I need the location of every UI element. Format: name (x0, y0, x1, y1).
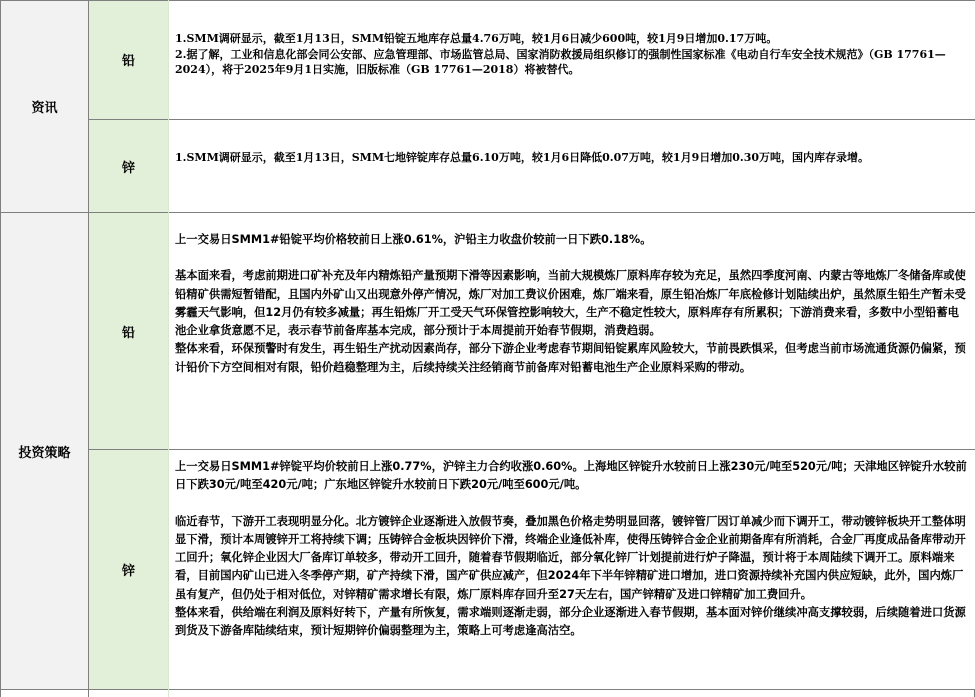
section-divider (1, 689, 975, 690)
metal-label-text: 铅 (121, 325, 135, 341)
strategy-zinc-summary: 上一交易日SMM1#锌锭平均价较前日上涨0.77%，沪锌主力合约收涨0.60%。上海地区锌锭升水较前日上涨230元/吨至520元/吨；天津地区锌锭升水较前日下跌30元/吨至420元/吨；广东地区锌锭升水较前日下跌20元/吨至600元/吨。 (175, 460, 967, 492)
strategy-lead-content (169, 213, 975, 449)
column-divider (88, 0, 89, 697)
metal-label-zinc-strategy (88, 450, 169, 689)
metal-label-zinc-news (88, 120, 169, 212)
section-label-news (1, 0, 88, 212)
news-zinc-content (169, 120, 975, 212)
row-divider (88, 119, 975, 120)
table-border-top (1, 0, 975, 1)
section-label-strategy (1, 213, 88, 689)
row-divider (88, 449, 975, 450)
strategy-zinc-paragraph-2: 整体来看，供给端在利润及原料好转下，产量有所恢复，需求端则逐渐走弱，部分企业逐渐进入春节假期，基本面对锌价继续冲高支撑较弱，后续随着进口货源到货及下游备库陆续结束，预计短期锌价偏弱整理为主，策略上可考虑逢高沽空。 (175, 606, 966, 638)
section-label-news-text: 资讯 (31, 100, 58, 116)
column-divider (168, 0, 169, 697)
strategy-lead-paragraph-2: 整体来看，环保预警时有发生，再生铅生产扰动因素尚存，部分下游企业考虑春节期间铅锭累库风险较大，节前畏跌惧采，但考虑当前市场流通货源仍偏紧，预计铅价下方空间相对有限，铅价趋稳整理为主，后续持续关注经销商节前备库对铅蓄电池生产企业原料采购的带动。 (175, 342, 966, 374)
strategy-zinc-content (169, 450, 975, 689)
section-divider (1, 212, 975, 213)
news-lead-content (169, 0, 975, 119)
metal-label-lead-news (88, 0, 169, 119)
section-label-strategy-text: 投资策略 (18, 445, 71, 461)
news-lead-item-2: 2.据了解，工业和信息化部会同公安部、应急管理部、市场监管总局、国家消防救援局组织修订的强制性国家标准《电动自行车安全技术规范》（GB 17761—2024），将于2025年9月1日实施，旧版标准（GB 17761—2018）将被替代。 (175, 47, 946, 76)
metal-label-text: 锌 (121, 564, 135, 579)
strategy-lead-summary: 上一交易日SMM1#铅锭平均价格较前日上涨0.61%，沪铅主力收盘价较前一日下跌0.18%。 (175, 233, 652, 246)
metal-label-text: 铅 (121, 54, 135, 69)
metal-label-text: 锌 (121, 160, 135, 176)
news-zinc-item-1: 1.SMM调研显示，截至1月13日，SMM七地锌锭库存总量6.10万吨，较1月6日降低0.07万吨，较1月9日增加0.30万吨，国内库存录增。 (175, 151, 870, 164)
metal-label-lead-strategy (88, 213, 169, 449)
strategy-zinc-paragraph-1: 临近春节，下游开工表现明显分化。北方镀锌企业逐渐进入放假节奏，叠加黑色价格走势明显回落，镀锌管厂因订单减少而下调开工，带动镀锌板块开工整体明显下滑，预计本周镀锌开工将持续下调；压铸锌合金板块因锌价下滑，终端企业逢低补库，使得压铸锌合金企业前期备库有所消耗，合金厂再度成品备库带动开工回升；氧化锌企业因大厂备库订单较多，带动开工回升，随着春节假期临近，部分氧化锌厂计划提前进行炉子降温，预计将于本周陆续下调开工。原料端来看，目前国内矿山已进入冬季停产期，矿产持续下滑，国产矿供应减产，但2024年下半年锌精矿进口增加，进口资源持续补充国内供应短缺，此外，国内炼厂虽有复产，但仍处于相对低位，对锌精矿需求增长有限，炼厂原料库存回升至27天左右，国产锌精矿及进口锌精矿加工费回升。 (175, 514, 966, 601)
strategy-lead-paragraph-1: 基本面来看，考虑前期进口矿补充及年内精炼铅产量预期下滑等因素影响，当前大规模炼厂原料库存较为充足，虽然四季度河南、内蒙古等地炼厂冬储备库或使铅精矿供需短暂错配，且国内外矿山又出现意外停产情况，炼厂对加工费议价困难，炼厂端来看，原生铅冶炼厂年底检修计划陆续出炉，虽然原生铅生产暂未受雾霾天气影响，但12月仍有较多减量；再生铅炼厂开工受天气环保管控影响较大，生产不稳定性较大，原料库存有所累积；下游消费来看，多数中小型铅蓄电池企业拿货意愿不足，表示春节前备库基本完成，部分预计于本周提前开始春节假期，消费趋弱。 (175, 269, 966, 338)
news-lead-item-1: 1.SMM调研显示，截至1月13日，SMM铅锭五地库存总量4.76万吨，较1月6日减少600吨，较1月9日增加0.17万吨。 (175, 32, 778, 45)
